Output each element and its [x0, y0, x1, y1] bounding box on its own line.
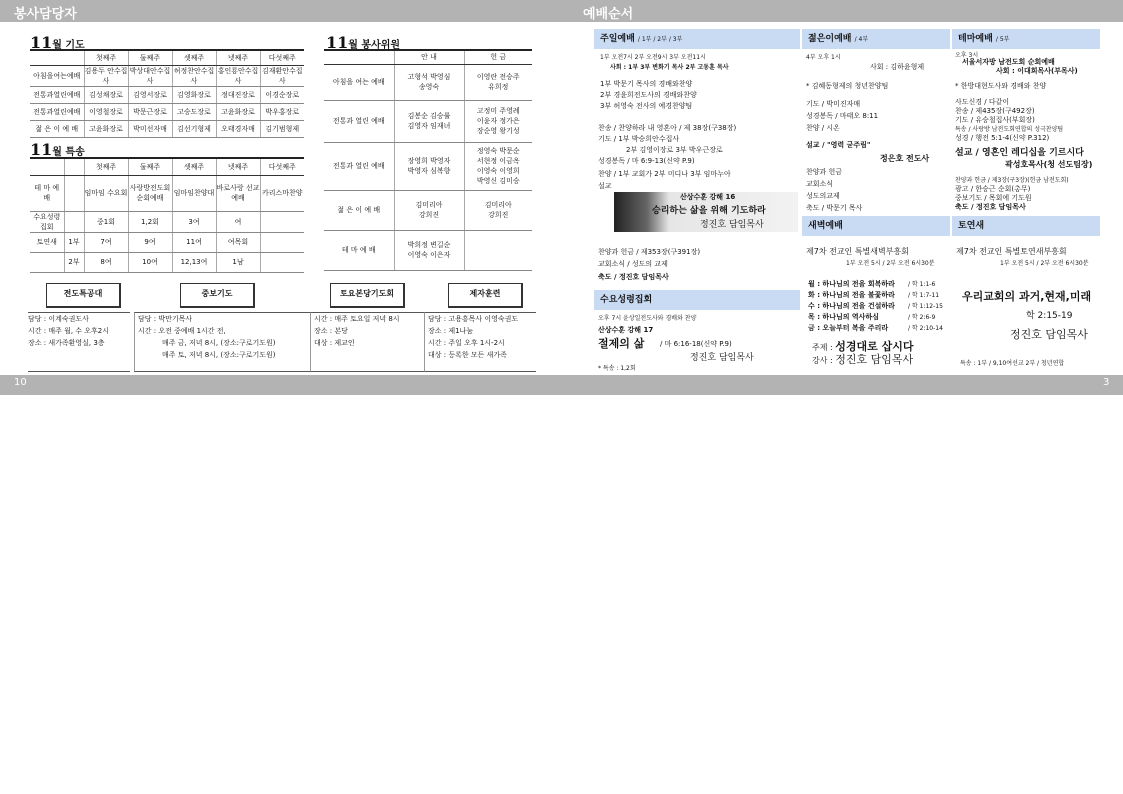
youth-line: 정은호 전도사 [880, 154, 930, 163]
right-page-number: 3 [1103, 377, 1110, 388]
offering-row [30, 175, 304, 211]
theme-line: 특송 / 사랑방 남전도회연합의 성극찬양팀 [955, 126, 1064, 133]
info-line: 대상 : 등록한 모든 새가족 [428, 351, 507, 359]
servants-cell: 고정미 주영례 이윤자 정가은 장순영 왕기성 [464, 100, 532, 142]
offering-column-header: 넷째주 [216, 158, 260, 175]
dawn-day-title: 목 : 하나님의 역사하심 [808, 313, 879, 321]
servants-cell: 전통과 열린 예배 [324, 100, 394, 142]
info-line: 매주 토, 저녁 8시, (장소:구로기도원) [162, 351, 276, 359]
theme-line: 기도 / 유승철집사(부회장) [955, 116, 1035, 124]
prayer-cell: 전통과열린예배 [30, 103, 84, 120]
prayer-cell: 고윤화장로 [216, 103, 260, 120]
theme-line: 중보기도 / 목회에 기도원 [955, 194, 1032, 202]
info-discipleship [424, 312, 536, 372]
offering-cell: 중1회 [84, 211, 128, 232]
prayer-row [30, 103, 304, 120]
dawn-preacher-label: 강사 : [812, 356, 833, 365]
wednesday-special: * 특송 : 1,2회 [598, 365, 636, 372]
youth-line: 축도 / 박문기 목사 [806, 204, 863, 212]
prayer-cell: 아침을여는예배 [30, 65, 84, 86]
saturday-subject: 우리교회의 과거,현재,미래 [962, 290, 1092, 303]
youth-line: 성도의교제 [806, 192, 840, 200]
servants-cell: 김미리아 강희진 [464, 190, 532, 230]
right-page-header: 예배순서 [583, 7, 634, 22]
banner-title: 승리하는 삶을 위해 기도하라 [652, 206, 766, 216]
dawn-day-title: 수 : 하나님의 전을 건설하라 [808, 302, 895, 310]
offering-cell: 사랑방전도회 순회예배 [128, 175, 172, 211]
youth-line: 교회소식 [806, 180, 834, 188]
info-line: 시간 : 오전 중예배 1시간 전, [138, 327, 226, 335]
servants-cell: 이영란 전승주 유희정 [464, 64, 532, 100]
prayer-column-header: 넷째주 [216, 50, 260, 65]
servants-row [324, 142, 532, 190]
servants-cell: 김봉순 김승률 김영자 임재녀 [394, 100, 464, 142]
offering-cell: 11여 [172, 232, 216, 252]
info-line: 매주 금, 저녁 8시, (장소:구로기도원) [162, 339, 276, 347]
prayer-cell: 김재환안수집사 [261, 66, 303, 85]
prayer-cell: 김선기형제 [172, 120, 216, 137]
dawn-preacher-row [812, 355, 913, 365]
discipleship-button[interactable]: 제자훈련 [448, 283, 523, 308]
youth-line: 성경봉독 / 마태오 8:11 [806, 112, 879, 120]
prayer-cell: 박우홍장로 [260, 103, 304, 120]
dawn-day-title: 화 : 하나님의 전을 불꽃하라 [808, 291, 895, 299]
info-evangelism [28, 312, 130, 372]
wednesday-preacher: 정진호 담임목사 [690, 353, 754, 363]
offering-column-header: 둘째주 [128, 158, 172, 175]
offering-cell: 토연새 [30, 232, 64, 252]
servants-row [324, 100, 532, 142]
prayer-row [30, 120, 304, 137]
servants-header-row [324, 50, 532, 64]
prayer-cell: 정대진장로 [216, 86, 260, 103]
sunday-after-line: 교회소식 / 성도의 교제 [598, 260, 668, 268]
saturday-preacher: 정진호 담임목사 [1010, 328, 1088, 341]
offering-cell: 7여 [84, 232, 128, 252]
theme-line: 서울서자방 남전도회 순회예배 [962, 58, 1055, 66]
prayer-cell: 홍인룡안수집사 [217, 66, 259, 85]
offering-cell [260, 252, 304, 272]
dawn-day-ref: / 학 1:12-15 [908, 303, 943, 310]
servants-title-text: 월 봉사위원 [348, 40, 401, 51]
wednesday-series: 산상수훈 강해 17 [598, 326, 654, 334]
saturday-header: 토연새 [952, 216, 1100, 236]
info-line: 장소 : 본당 [314, 327, 348, 335]
saturday-times: 1부 오전 5시 / 2부 오전 6시30분 [1000, 260, 1089, 267]
offering-title-num: 11 [30, 140, 53, 159]
prayer-column-header: 셋째주 [172, 50, 216, 65]
servants-column-header: 헌 금 [464, 50, 532, 64]
dawn-day-ref: / 학 1:7-11 [908, 292, 940, 299]
info-line: 담당 : 박만기목사 [138, 315, 193, 323]
dawn-theme-label: 주제 : [812, 343, 833, 352]
theme-line: 곽성호목사(청 선도팀장) [1005, 160, 1093, 169]
offering-cell: 임마임 수요회 [84, 175, 128, 211]
theme-line: 설교 / 영혼인 레디십을 기르시다 [955, 148, 1084, 158]
info-line: 장소 : 새가족환영실, 3층 [28, 339, 105, 347]
sunday-line: 1부 박문기 목사의 경배와찬양 [600, 80, 693, 88]
wednesday-sermon: 절제의 삶 [598, 337, 645, 350]
prayer-cell: 김영화장로 [172, 86, 216, 103]
youth-title: 젊은이예배 [808, 34, 852, 44]
prayer-table [30, 49, 304, 138]
sunday-times: 1부 오전7시 2부 오전9시 3부 오전11시 [600, 54, 706, 61]
sunday-line: 2부 김영이장로 3부 박우근장로 [626, 146, 723, 154]
servants-title-num: 11 [326, 33, 349, 52]
youth-line: 찬양과 헌금 [806, 168, 843, 176]
theme-sub: / 5부 [995, 36, 1010, 43]
servants-cell: 아침을 여는 예배 [324, 64, 394, 100]
servants-column-header: 안 내 [394, 50, 464, 64]
sunday-line: 성경봉독 / 마 6:9-13(신약 P.9) [598, 157, 695, 165]
offering-cell: 3여 [172, 211, 216, 232]
saturday-heading: 제7차 전교인 특별토연새부흥회 [956, 247, 1067, 256]
theme-line: 찬송 / 제435장(구492장) [955, 107, 1035, 115]
youth-line: 기도 / 박미진자매 [806, 100, 861, 108]
theme-line: 성경 / 행전 5:1-4(신약 P.312) [955, 134, 1050, 142]
offering-cell: 10여 [128, 252, 172, 272]
dawn-preacher: 정진호 담임목사 [835, 353, 914, 366]
info-line: 대상 : 제교인 [314, 339, 355, 347]
top-bar [0, 0, 1123, 22]
dawn-day-ref: / 학 2:6-9 [908, 314, 936, 321]
youth-header [802, 29, 950, 49]
sunday-line: 설교 [598, 182, 612, 190]
prayer-column-header [30, 50, 84, 65]
sunday-sub: / 1부 / 2부 / 3부 [637, 36, 683, 43]
offering-row [30, 232, 304, 252]
offering-column-header: 다섯째주 [260, 158, 304, 175]
prayer-title-num: 11 [30, 33, 53, 52]
banner-sub: 산상수훈 강해 16 [680, 193, 736, 201]
dawn-theme: 성경대로 삽시다 [835, 340, 914, 353]
prayer-cell: 박미선자매 [128, 120, 172, 137]
info-saturday-prayer [310, 312, 424, 372]
offering-cell [260, 211, 304, 232]
bottom-bar [0, 375, 1123, 395]
dawn-heading: 제7차 전교인 특별새벽부흥회 [806, 247, 909, 256]
saturday-ref: 학 2:15-19 [1026, 311, 1073, 321]
sunday-after-line: 찬양과 헌금 / 제353장(구391장) [598, 248, 701, 256]
theme-header [952, 29, 1100, 49]
prayer-column-header: 다섯째주 [260, 50, 304, 65]
servants-row [324, 190, 532, 230]
info-intercession [134, 312, 310, 372]
saturday-prayer-button[interactable]: 토요본당기도회 [330, 283, 405, 308]
offering-cell: 바로사랑 선교예배 [216, 175, 260, 211]
servants-cell: 젊 은 이 예 배 [324, 190, 394, 230]
offering-cell: 테 마 예 배 [30, 175, 64, 211]
servants-row [324, 64, 532, 100]
sunday-presider: 사회 : 1부 3부 변화기 목사 2부 고동훈 목사 [610, 64, 729, 71]
servants-cell: 박희정 변길순 이영숙 이은자 [394, 230, 464, 270]
theme-line: 축도 / 정진호 담임목사 [955, 203, 1026, 211]
sunday-after-line: 축도 / 정진호 담임목사 [598, 273, 669, 281]
offering-cell: 9여 [128, 232, 172, 252]
offering-cell: 카리스마찬양 [260, 175, 304, 211]
prayer-row [30, 65, 304, 86]
servants-cell: 정영숙 박문순 서현정 이금옥 이영숙 이영희 박영신 김미승 [464, 142, 532, 190]
prayer-header-row [30, 50, 304, 65]
intercession-button[interactable]: 중보기도 [180, 283, 255, 308]
offering-column-header: 첫째주 [84, 158, 128, 175]
servants-cell [464, 230, 532, 270]
youth-line: 4부 오후 1시 [806, 54, 841, 61]
offering-cell: 여 [216, 211, 260, 232]
saturday-special: 특송 : 1부 / 9,10여선교 2부 / 청년연합 [960, 360, 1065, 367]
banner-preacher: 정진호 담임목사 [700, 220, 764, 230]
prayer-column-header: 둘째주 [128, 50, 172, 65]
dawn-header: 새벽예배 [802, 216, 950, 236]
sunday-header [594, 29, 800, 49]
dawn-day-title: 월 : 하나님의 전을 회복하라 [808, 280, 895, 288]
servants-cell: 전통과 열린 예배 [324, 142, 394, 190]
offering-cell [64, 175, 84, 211]
dawn-day-title: 금 : 오늘부터 복을 주리라 [808, 324, 889, 332]
theme-title: 테마예배 [958, 34, 993, 44]
offering-cell: 여목회 [216, 232, 260, 252]
offering-row [30, 252, 304, 272]
info-line: 시간 : 매주 월, 수 오후2시 [28, 327, 110, 335]
left-page-number: 10 [14, 377, 27, 388]
prayer-row [30, 86, 304, 103]
youth-line: 설교 / "영력 굳주림" [806, 141, 871, 149]
offering-column-header: 셋째주 [172, 158, 216, 175]
offering-cell: 12,13여 [172, 252, 216, 272]
prayer-cell: 고승도장로 [172, 103, 216, 120]
theme-line: 사도신경 / 다같이 [955, 98, 1010, 106]
offering-row [30, 211, 304, 232]
youth-line: 사회 : 김하윤형제 [870, 63, 925, 71]
offering-cell: 1부 [64, 232, 84, 252]
prayer-cell: 허정찬안수집사 [173, 66, 215, 85]
dawn-theme-row [812, 342, 913, 352]
left-page-header: 봉사담당자 [14, 7, 77, 22]
offering-cell: 수요성령집회 [30, 211, 64, 232]
info-line: 시간 : 매주 토요일 저녁 8시 [314, 315, 400, 323]
offering-cell: 8여 [84, 252, 128, 272]
wednesday-header: 수요성령집회 [594, 290, 800, 310]
info-line: 시간 : 주일 오후 1시-2시 [428, 339, 505, 347]
prayer-cell: 박상대안수집사 [129, 66, 171, 85]
sunday-line: 3부 허영숙 전사의 예경찬양팀 [600, 102, 693, 110]
youth-line: * 김혜동형제의 청년찬양팀 [806, 82, 889, 90]
theme-line: 광고 / 한승근 순회(총무) [955, 185, 1031, 193]
offering-cell [260, 232, 304, 252]
dawn-day-ref: / 학 1:1-6 [908, 281, 936, 288]
offering-cell: 임마임찬양대 [172, 175, 216, 211]
prayer-cell: 박문근장로 [128, 103, 172, 120]
prayer-cell: 전통과열린예배 [30, 86, 84, 103]
servants-cell: 테 마 예 배 [324, 230, 394, 270]
offering-cell: 1남 [216, 252, 260, 272]
sunday-line: 기도 / 1부 박승희안수집사 [598, 135, 680, 143]
prayer-cell: 고윤화장로 [84, 120, 128, 137]
servants-cell: 고형석 박영심 송영숙 [394, 64, 464, 100]
prayer-cell: 젊 은 이 예 배 [30, 120, 84, 137]
sunday-line: 찬양 / 1부 교회가 2부 미디나 3부 임마누아 [598, 170, 731, 178]
offering-column-header [64, 158, 84, 175]
prayer-cell: 김영서장로 [128, 86, 172, 103]
dawn-day-ref: / 학 2:10-14 [908, 325, 943, 332]
wednesday-ref: / 마 6:16-18(신약 P.9) [660, 340, 732, 348]
offering-cell: 1,2회 [128, 211, 172, 232]
info-line: 장소 : 제1나눔 [428, 327, 474, 335]
offering-table [30, 157, 304, 273]
info-line: 담당 : 고용흥목사 이영숙권도 [428, 315, 519, 323]
servants-cell: 김미리아 강희진 [394, 190, 464, 230]
servants-column-header [324, 50, 394, 64]
info-line: 담당 : 이계숙권도사 [28, 315, 89, 323]
theme-line: * 한방대현도사와 경배와 찬양 [955, 82, 1047, 90]
prayer-column-header: 첫째주 [84, 50, 128, 65]
theme-line: 사회 : 이대희목사(부목사) [996, 67, 1078, 75]
servants-cell: 장영희 박영자 박영자 심복향 [394, 142, 464, 190]
prayer-title-text: 월 기도 [52, 40, 85, 51]
sunday-line: 찬송 / 찬양하라 내 영혼아 / 제 38장(구38장) [598, 124, 737, 132]
prayer-cell: 김성채장로 [84, 86, 128, 103]
offering-column-header [30, 158, 64, 175]
prayer-cell: 이경순장로 [260, 86, 304, 103]
prayer-cell: 김용두 안수집사 [84, 66, 128, 85]
evangelism-team-button[interactable]: 전도특공대 [46, 283, 121, 308]
servants-table [324, 49, 532, 271]
prayer-cell: 오태경자매 [216, 120, 260, 137]
youth-line: 찬양 / 시온 [806, 124, 840, 132]
offering-cell: 2부 [64, 252, 84, 272]
prayer-cell: 김기범형제 [260, 120, 304, 137]
theme-line: 오후 3시 [955, 52, 979, 59]
servants-row [324, 230, 532, 270]
youth-sub: / 4부 [854, 36, 869, 43]
sunday-line: 2부 경윤희전도사의 경배와찬양 [600, 91, 697, 99]
offering-cell [30, 252, 64, 272]
offering-cell [64, 211, 84, 232]
theme-line: 찬양과 헌금 / 제3장(구3장)(헌금 남전도회) [955, 177, 1069, 184]
offering-header-row [30, 158, 304, 175]
dawn-times: 1부 오전 5시 / 2부 오전 6시30분 [846, 260, 935, 267]
offering-title-text: 월 특송 [52, 147, 85, 158]
sunday-title: 주일예배 [600, 34, 635, 44]
prayer-cell: 이영철장로 [84, 103, 128, 120]
wednesday-line: 오후 7시 윤상일전도사와 경배와 찬양 [598, 315, 697, 322]
